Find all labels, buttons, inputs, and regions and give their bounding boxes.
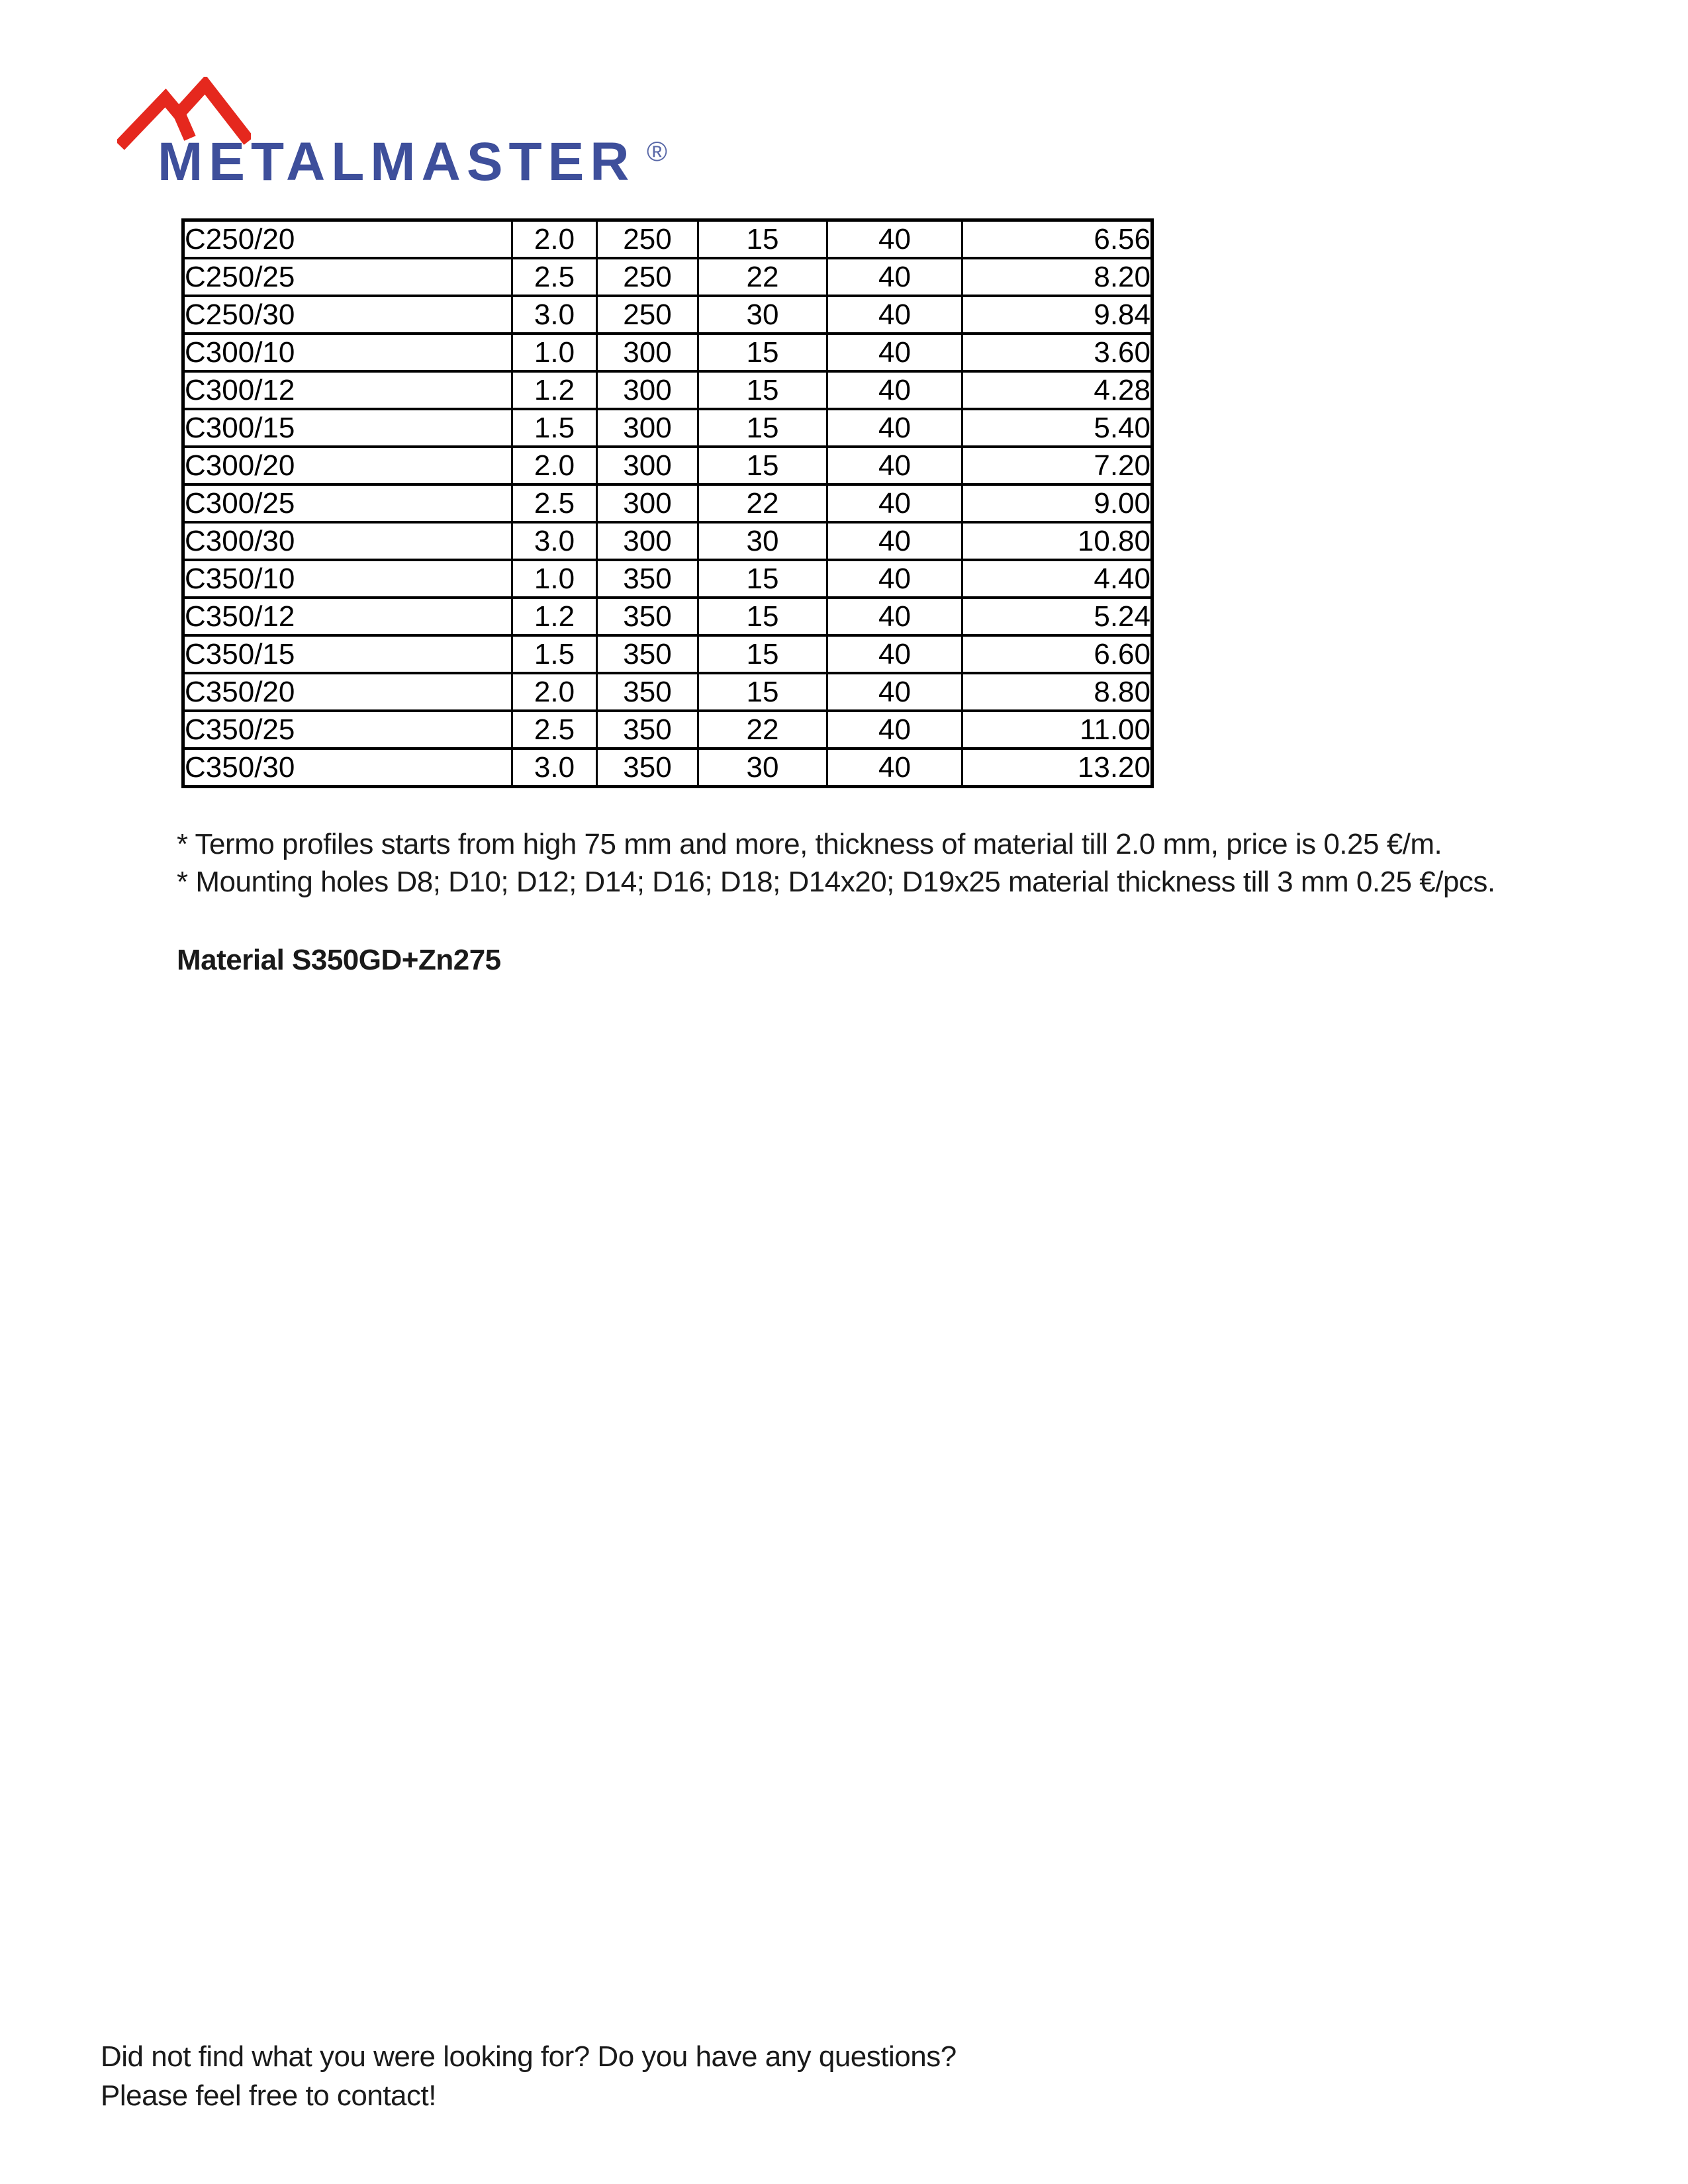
table-cell: 300	[597, 334, 698, 371]
table-cell: 2.5	[512, 258, 597, 296]
table-cell: 15	[698, 220, 827, 259]
table-cell: 40	[827, 560, 962, 598]
table-cell: C350/20	[183, 673, 512, 711]
table-cell: 22	[698, 484, 827, 522]
table-cell: 2.0	[512, 673, 597, 711]
note-mounting-holes: * Mounting holes D8; D10; D12; D14; D16; D18; D14x20; D19x25 material thickness till 3 mm 0.25 €/pcs.	[177, 866, 1495, 898]
table-cell: 3.0	[512, 749, 597, 787]
table-row	[183, 371, 1152, 409]
table-row	[183, 258, 1152, 296]
table-cell: 1.2	[512, 371, 597, 409]
table-cell: 22	[698, 258, 827, 296]
table-row	[183, 334, 1152, 371]
table-cell: 1.5	[512, 635, 597, 673]
table-cell: 300	[597, 447, 698, 484]
table-cell: 9.00	[962, 484, 1152, 522]
table-cell: 15	[698, 635, 827, 673]
table-row	[183, 673, 1152, 711]
material-note: Material S350GD+Zn275	[177, 944, 501, 976]
table-cell: 40	[827, 220, 962, 259]
table-cell: 40	[827, 258, 962, 296]
table-cell: C350/25	[183, 711, 512, 749]
table-cell: 15	[698, 673, 827, 711]
table-cell: 15	[698, 334, 827, 371]
table-cell: C350/12	[183, 598, 512, 635]
table-cell: 2.5	[512, 711, 597, 749]
table-row	[183, 711, 1152, 749]
table-cell: 350	[597, 749, 698, 787]
table-cell: 300	[597, 371, 698, 409]
table-cell: 6.56	[962, 220, 1152, 259]
table-cell: C300/15	[183, 409, 512, 447]
table-cell: 5.24	[962, 598, 1152, 635]
table-cell: 350	[597, 560, 698, 598]
table-cell: 1.2	[512, 598, 597, 635]
table-cell: 30	[698, 296, 827, 334]
table-cell: C300/30	[183, 522, 512, 560]
table-cell: 1.0	[512, 334, 597, 371]
table-cell: 10.80	[962, 522, 1152, 560]
table-cell: 40	[827, 371, 962, 409]
table-cell: 1.0	[512, 560, 597, 598]
table-cell: 300	[597, 409, 698, 447]
table-cell: 300	[597, 484, 698, 522]
table-cell: C250/30	[183, 296, 512, 334]
table-row	[183, 409, 1152, 447]
table-cell: 2.0	[512, 220, 597, 259]
table-cell: 11.00	[962, 711, 1152, 749]
footer-contact-text	[101, 2037, 957, 2115]
table-cell: 350	[597, 598, 698, 635]
table-cell: 13.20	[962, 749, 1152, 787]
table-cell: 15	[698, 447, 827, 484]
table-cell: 3.60	[962, 334, 1152, 371]
table-cell: 350	[597, 635, 698, 673]
table-cell: 6.60	[962, 635, 1152, 673]
table-cell: 40	[827, 673, 962, 711]
profile-price-table	[181, 218, 1154, 788]
table-cell: 9.84	[962, 296, 1152, 334]
table-cell: 40	[827, 749, 962, 787]
table-row	[183, 447, 1152, 484]
notes-block	[177, 825, 1495, 901]
table-cell: C250/20	[183, 220, 512, 259]
table-row	[183, 598, 1152, 635]
table-cell: 8.20	[962, 258, 1152, 296]
table-cell: 250	[597, 258, 698, 296]
brand-wordmark: METALMASTER	[158, 132, 635, 192]
table-cell: 7.20	[962, 447, 1152, 484]
table-cell: 3.0	[512, 522, 597, 560]
table-cell: 1.5	[512, 409, 597, 447]
table-cell: 30	[698, 522, 827, 560]
table-cell: 2.5	[512, 484, 597, 522]
table-cell: 40	[827, 334, 962, 371]
table-row	[183, 560, 1152, 598]
footer-question-line: Did not find what you were looking for? Do you have any questions?	[101, 2040, 957, 2073]
table-cell: 250	[597, 296, 698, 334]
table-cell: 300	[597, 522, 698, 560]
table-cell: C250/25	[183, 258, 512, 296]
table-cell: 3.0	[512, 296, 597, 334]
table-cell: 22	[698, 711, 827, 749]
table-cell: 4.28	[962, 371, 1152, 409]
footer-contact-line: Please feel free to contact!	[101, 2079, 436, 2112]
table-row	[183, 296, 1152, 334]
table-cell: 40	[827, 711, 962, 749]
table-cell: C350/15	[183, 635, 512, 673]
table-cell: 40	[827, 598, 962, 635]
table-cell: 30	[698, 749, 827, 787]
table-cell: 40	[827, 296, 962, 334]
table-cell: C300/25	[183, 484, 512, 522]
table-cell: C350/30	[183, 749, 512, 787]
registered-trademark-symbol: ®	[647, 136, 667, 167]
table-cell: 2.0	[512, 447, 597, 484]
table-cell: 8.80	[962, 673, 1152, 711]
table-cell: 350	[597, 673, 698, 711]
table-cell: 4.40	[962, 560, 1152, 598]
table-row	[183, 484, 1152, 522]
table-cell: C350/10	[183, 560, 512, 598]
table-row	[183, 220, 1152, 259]
table-cell: 40	[827, 409, 962, 447]
profiles-table-body	[183, 220, 1152, 787]
table-cell: 350	[597, 711, 698, 749]
note-termo-profiles: * Termo profiles starts from high 75 mm and more, thickness of material till 2.0 mm, price is 0.25 €/m.	[177, 828, 1442, 860]
table-cell: 40	[827, 484, 962, 522]
table-cell: C300/20	[183, 447, 512, 484]
table-row	[183, 749, 1152, 787]
table-cell: 15	[698, 598, 827, 635]
table-cell: 15	[698, 371, 827, 409]
table-cell: 15	[698, 560, 827, 598]
table-cell: 250	[597, 220, 698, 259]
table-cell: 5.40	[962, 409, 1152, 447]
table-row	[183, 522, 1152, 560]
table-cell: C300/10	[183, 334, 512, 371]
metalmaster-logo	[117, 77, 713, 203]
table-cell: 40	[827, 635, 962, 673]
table-row	[183, 635, 1152, 673]
table-cell: 15	[698, 409, 827, 447]
table-cell: 40	[827, 522, 962, 560]
table-cell: C300/12	[183, 371, 512, 409]
table-cell: 40	[827, 447, 962, 484]
